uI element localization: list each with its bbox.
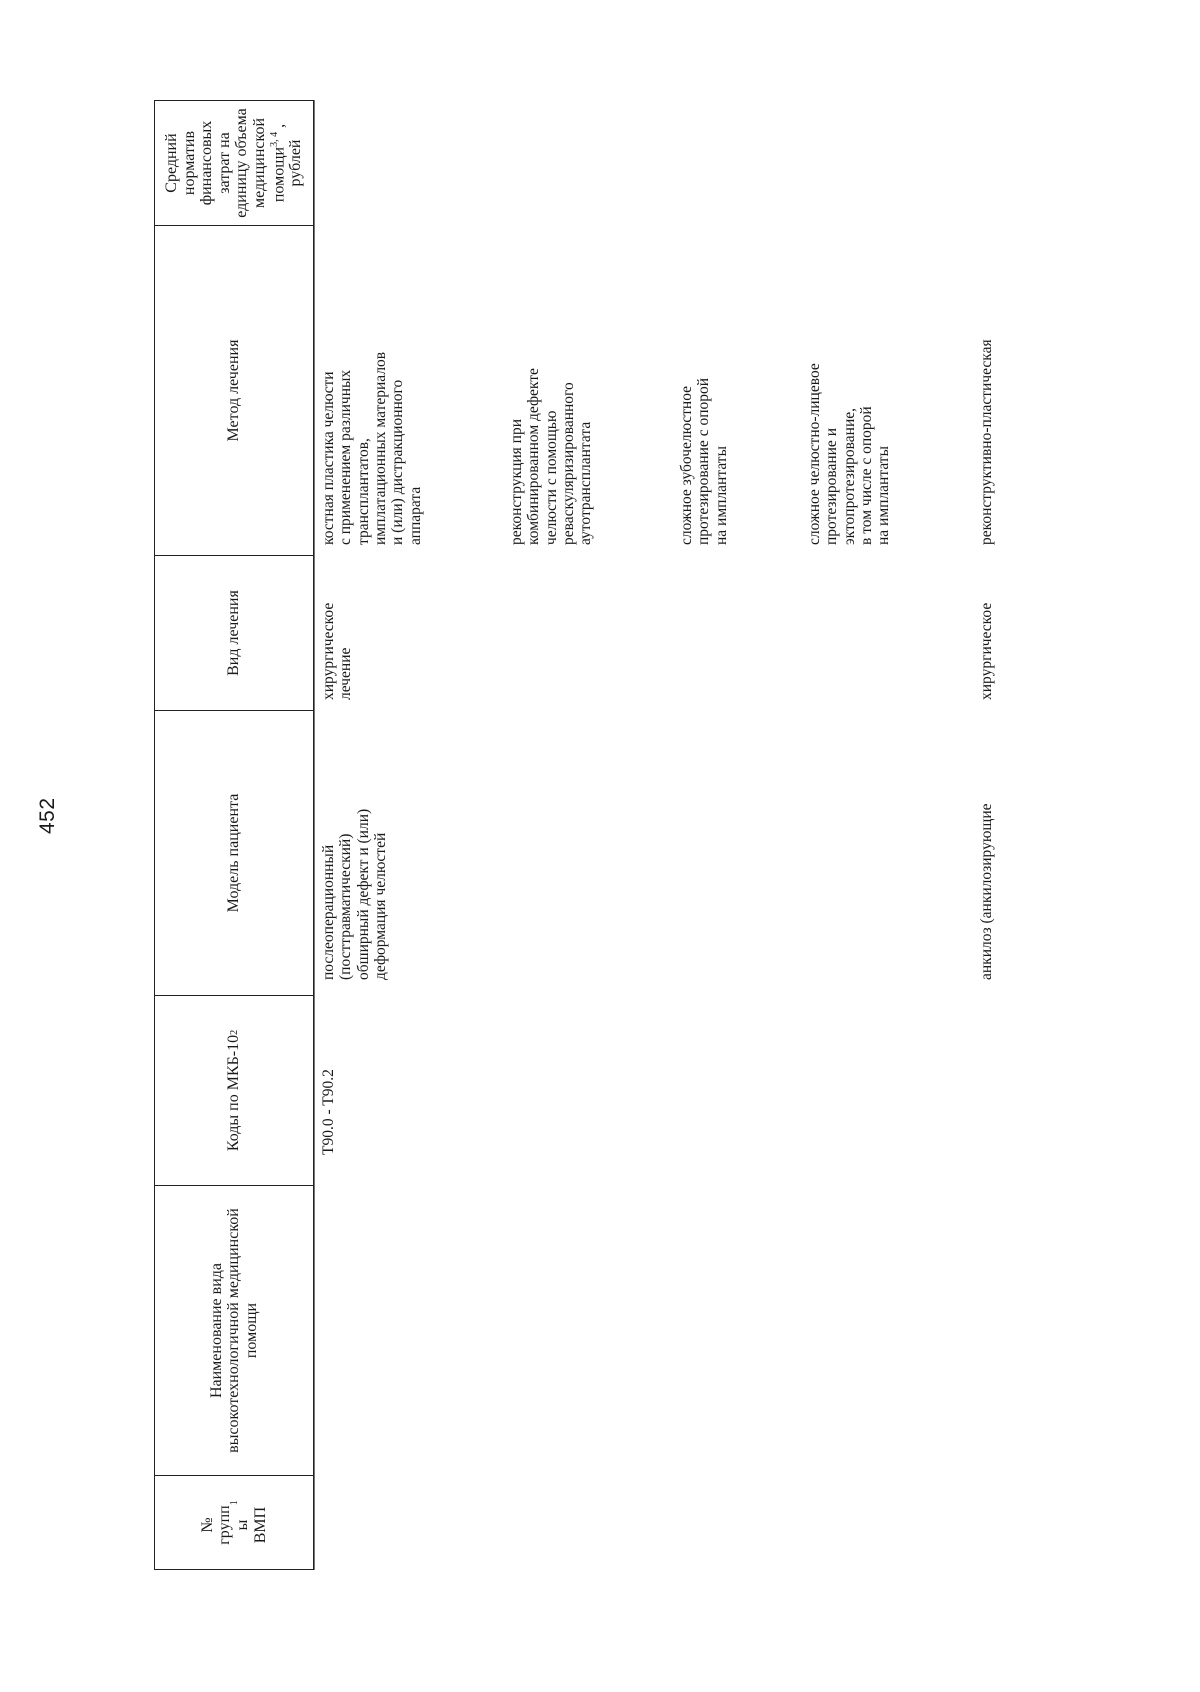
header-codes	[154, 995, 314, 1185]
header-name: Наименование вида высокотехнологичной медицинской помощи	[154, 1185, 314, 1475]
header-cost-text	[163, 105, 305, 221]
header-patient-model: Модель пациента	[154, 710, 314, 995]
header-bottom-rule	[314, 100, 315, 1570]
header-group-no	[154, 1475, 314, 1570]
row1-method-2: реконструкция при комбинированном дефекте челюсти с помощью реваскуляризированного аутотрансплантата	[508, 368, 595, 545]
rotated-table	[100, 100, 1100, 1620]
row1-codes: T90.0 - T90.2	[320, 1069, 337, 1155]
row1-method-4: сложное челюстно-лицевое протезирование и эктопротезирование, в том числе с опорой на имплантаты	[806, 363, 893, 545]
row1-patient-model: послеоперационный (посттравматический) обширный дефект и (или) деформация челюстей	[320, 808, 390, 980]
row1-method-1: костная пластика челюсти с применением различных трансплантатов, имплатационных материалов и (или) дистракционного аппарата	[320, 351, 424, 545]
header-treatment-type: Вид лечения	[154, 555, 314, 710]
row1-treatment-type: хирургическое лечение	[320, 602, 355, 700]
header-cost-tail: , рублей	[269, 123, 305, 187]
header-group-no-sup: 1	[228, 1500, 240, 1506]
header-group-no-text: № групп ы ВМП	[198, 1505, 269, 1545]
header-cost	[154, 100, 314, 225]
row1-method-3: сложное зубочелюстное протезирование с опорой на имплантаты	[678, 377, 730, 545]
header-codes-text: Коды по МКБ-10	[225, 1034, 243, 1152]
row2-patient-model: анкилоз (анкилозирующие	[978, 803, 995, 980]
header-method: Метод лечения	[154, 225, 314, 555]
row2-method-1: реконструктивно-пластическая	[978, 339, 995, 545]
header-codes-sup: 2	[228, 1029, 240, 1035]
page-number: 452	[36, 797, 59, 834]
header-cost-main: Средний норматив финансовых затрат на единицу объема медицинской помощи	[162, 108, 287, 218]
row2-treatment-type: хирургическое	[978, 602, 995, 700]
header-cost-sup: 3, 4	[268, 131, 280, 147]
